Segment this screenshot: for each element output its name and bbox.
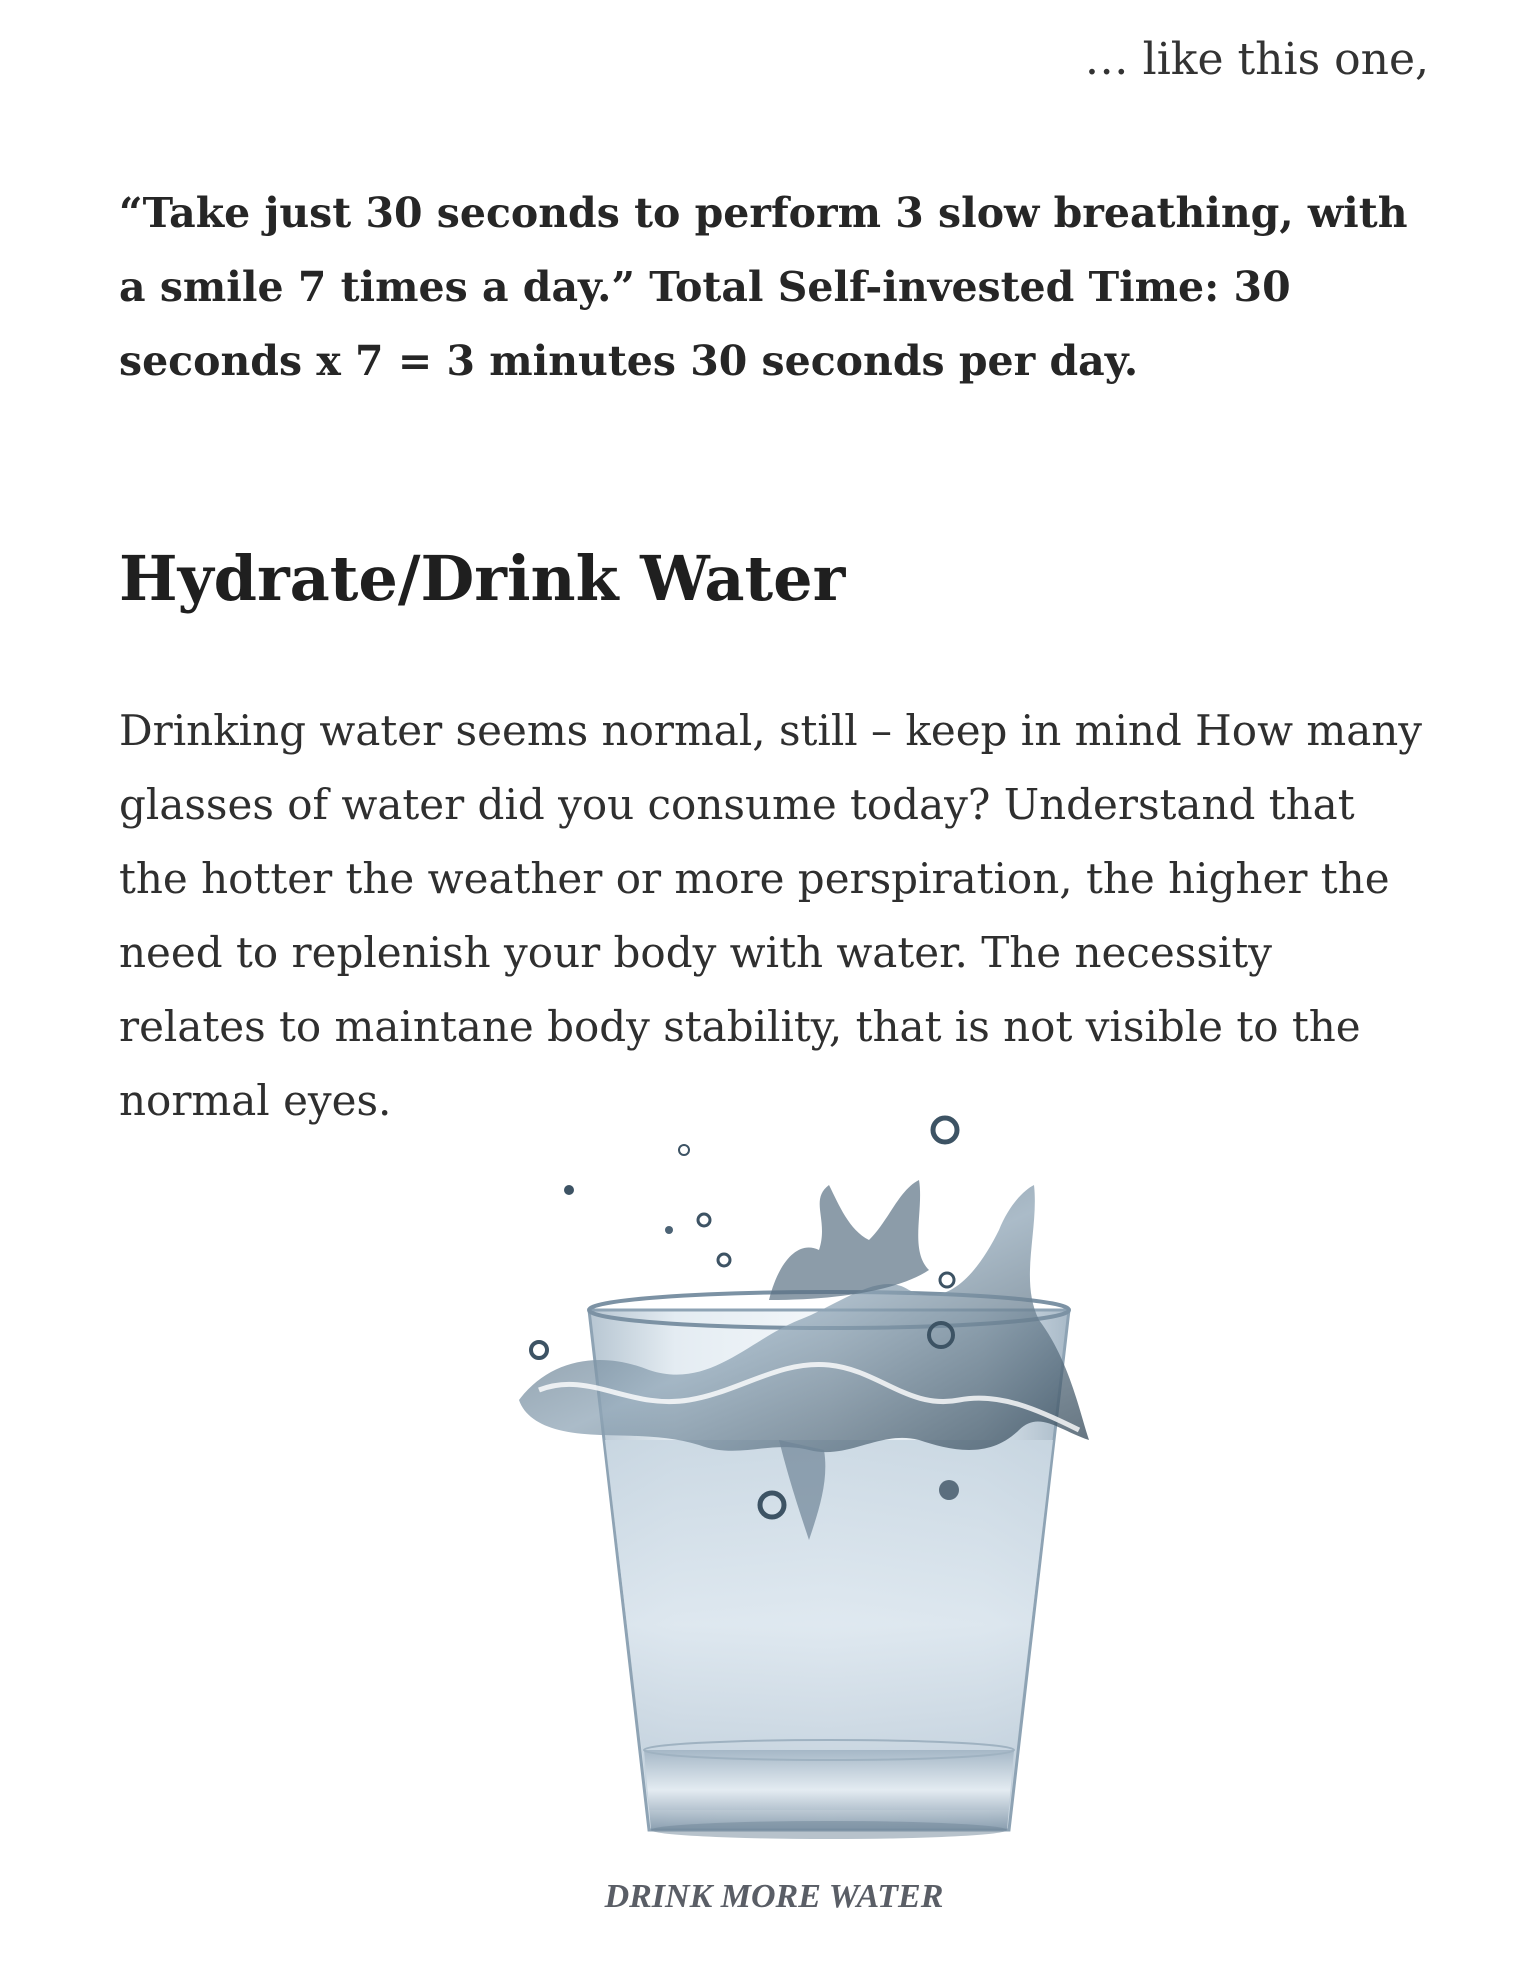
breathing-quote: “Take just 30 seconds to perform 3 slow breathing, with a smile 7 times a day.” Total Self-invested Time: 30 seconds x 7 = 3 minutes 30 seconds per day. (119, 189, 1408, 385)
article (119, 0, 1429, 1967)
figure-caption: DRINK MORE WATER (604, 1878, 944, 1915)
section-heading: Hydrate/Drink Water (119, 542, 846, 615)
intro-note: … like this one, (1084, 34, 1429, 85)
section-body: Drinking water seems normal, still – keep in mind How many glasses of water did you consume today? Understand that the hotter the weather or more perspiration, the higher the need to replenish your body with water. The necessity relates to maintane body stability, that is not visible to the normal eyes. (119, 706, 1423, 1125)
water-glass-figure (479, 1110, 1179, 1915)
water-glass-image (479, 1110, 1179, 1850)
